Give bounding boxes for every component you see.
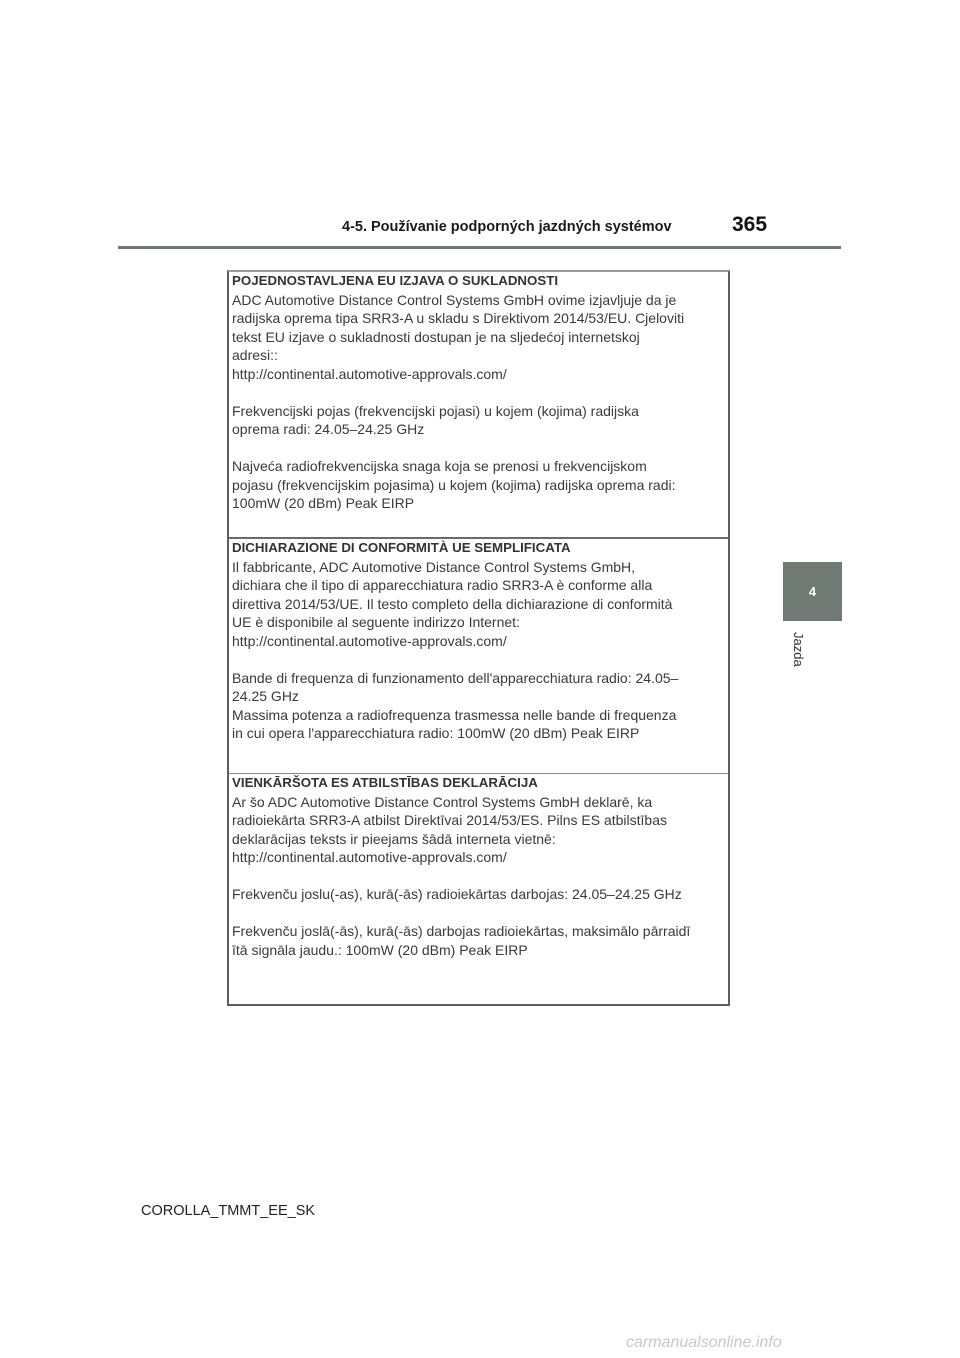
declaration-line: Ar šo ADC Automotive Distance Control Systems GmbH deklarē, ka (232, 793, 653, 810)
declaration-line: UE è disponibile al seguente indirizzo Internet: (232, 614, 520, 630)
declaration-box (227, 270, 730, 1006)
declaration-line: deklarācijas teksts ir pieejams šādā interneta vietnē: (232, 830, 556, 847)
declaration-line: dichiara che il tipo di apparecchiatura radio SRR3-A è conforme alla (232, 577, 653, 593)
declaration-latvian (229, 773, 728, 959)
declaration-italian (229, 537, 728, 743)
declaration-line: direttiva 2014/53/UE. Il testo completo della dichiarazione di conformità (232, 595, 673, 612)
declaration-url: http://continental.automotive-approvals.com/ (232, 365, 507, 382)
document-code: COROLLA_TMMT_EE_SK (141, 1203, 316, 1219)
declaration-line: oprema radi: 24.05–24.25 GHz (232, 421, 425, 437)
declaration-line: Massima potenza a radiofrequenza trasmessa nelle bande di frequenza (232, 706, 677, 723)
page-header (118, 214, 841, 249)
declaration-line: Bande di frequenza di funzionamento dell'apparecchiatura radio: 24.05– (232, 669, 679, 686)
declaration-line: Frekvenču joslu(-as), kurā(-ās) radioiekārtas darbojas: 24.05–24.25 GHz (232, 886, 682, 902)
declaration-line: 24.25 GHz (232, 688, 299, 704)
declaration-url: http://continental.automotive-approvals.com/ (232, 849, 507, 865)
declaration-line: pojasu (frekvencijskim pojasima) u kojem (kojima) radijska oprema radi: (232, 476, 676, 493)
declaration-line: radioiekārta SRR3-A atbilst Direktīvai 2014/53/ES. Pilns ES atbilstības (232, 812, 667, 828)
declaration-line: Frekvenču joslā(-ās), kurā(-ās) darbojas radioiekārtas, maksimālo pārraidī (232, 923, 691, 939)
declaration-line: adresi:: (232, 347, 278, 363)
declaration-url: http://continental.automotive-approvals.com/ (232, 632, 507, 649)
declaration-line: tekst EU izjave o sukladnosti dostupan je na sljedećoj internetskoj (232, 328, 640, 345)
page-number: 365 (732, 213, 768, 236)
section-title: 4-5. Používanie podporných jazdných systémov (342, 219, 672, 235)
declaration-line: Il fabbricante, ADC Automotive Distance Control Systems GmbH, (232, 558, 636, 575)
chapter-label: Jazda (791, 632, 806, 667)
declaration-line: ADC Automotive Distance Control Systems GmbH ovime izjavljuje da je (232, 291, 677, 308)
declaration-title: DICHIARAZIONE DI CONFORMITÀ UE SEMPLIFICATA (232, 540, 571, 555)
declaration-line: in cui opera l'apparecchiatura radio: 100mW (20 dBm) Peak EIRP (232, 725, 640, 741)
declaration-line: radijska oprema tipa SRR3-A u skladu s Direktivom 2014/53/EU. Cjeloviti (232, 310, 685, 326)
declaration-line: 100mW (20 dBm) Peak EIRP (232, 495, 415, 511)
declaration-line: ītā signāla jaudu.: 100mW (20 dBm) Peak EIRP (232, 941, 528, 958)
declaration-title: VIENKĀRŠOTA ES ATBILSTĪBAS DEKLARĀCIJA (232, 775, 538, 790)
declaration-line: Najveća radiofrekvencijska snaga koja se prenosi u frekvencijskom (232, 458, 647, 474)
watermark: carmanualsonline.info (626, 1334, 782, 1351)
chapter-number: 4 (808, 584, 817, 599)
declaration-title: POJEDNOSTAVLJENA EU IZJAVA O SUKLADNOSTI (232, 273, 559, 288)
declaration-line: Frekvencijski pojas (frekvencijski pojasi) u kojem (kojima) radijska (232, 402, 639, 419)
chapter-tab (783, 562, 842, 621)
declaration-croatian (229, 272, 728, 513)
